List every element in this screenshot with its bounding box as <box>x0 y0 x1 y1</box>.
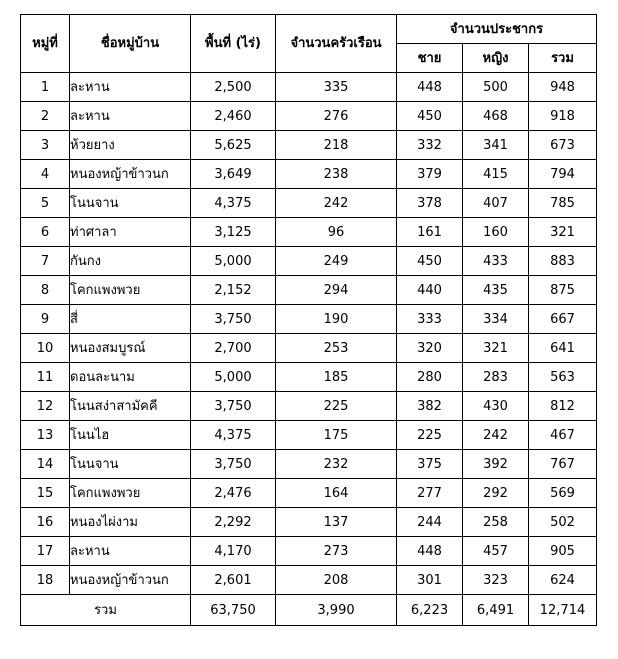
cell-male: 378 <box>397 189 463 218</box>
header-area: พื้นที่ (ไร่) <box>191 15 276 73</box>
cell-male: 375 <box>397 450 463 479</box>
cell-area: 2,292 <box>191 508 276 537</box>
cell-male: 320 <box>397 334 463 363</box>
cell-village-name: ท่าศาลา <box>70 218 191 247</box>
cell-area: 2,700 <box>191 334 276 363</box>
cell-village-name: หนองไผ่งาม <box>70 508 191 537</box>
header-row-1 <box>21 15 597 44</box>
cell-village-name: ละหาน <box>70 73 191 102</box>
cell-village-no: 13 <box>21 421 70 450</box>
table-row <box>21 566 597 595</box>
header-male: ชาย <box>397 44 463 73</box>
cell-households: 242 <box>276 189 397 218</box>
total-population: 12,714 <box>529 595 597 626</box>
table-row <box>21 73 597 102</box>
cell-households: 96 <box>276 218 397 247</box>
cell-village-name: โนนจาน <box>70 450 191 479</box>
cell-households: 175 <box>276 421 397 450</box>
table-row <box>21 160 597 189</box>
cell-female: 457 <box>463 537 529 566</box>
cell-area: 3,750 <box>191 305 276 334</box>
cell-male: 244 <box>397 508 463 537</box>
table-row <box>21 479 597 508</box>
cell-female: 433 <box>463 247 529 276</box>
cell-village-name: ละหาน <box>70 102 191 131</box>
cell-households: 335 <box>276 73 397 102</box>
cell-village-name: หนองหญ้าข้าวนก <box>70 566 191 595</box>
cell-households: 238 <box>276 160 397 189</box>
cell-village-no: 4 <box>21 160 70 189</box>
cell-total: 883 <box>529 247 597 276</box>
cell-households: 273 <box>276 537 397 566</box>
cell-female: 415 <box>463 160 529 189</box>
cell-village-name: สี่ <box>70 305 191 334</box>
cell-total: 321 <box>529 218 597 247</box>
cell-households: 294 <box>276 276 397 305</box>
table-row <box>21 305 597 334</box>
cell-male: 448 <box>397 73 463 102</box>
table-row <box>21 508 597 537</box>
cell-male: 448 <box>397 537 463 566</box>
cell-village-name: หนองสมบูรณ์ <box>70 334 191 363</box>
cell-male: 450 <box>397 247 463 276</box>
cell-female: 258 <box>463 508 529 537</box>
cell-total: 812 <box>529 392 597 421</box>
cell-female: 334 <box>463 305 529 334</box>
cell-village-no: 3 <box>21 131 70 160</box>
cell-female: 160 <box>463 218 529 247</box>
cell-area: 5,625 <box>191 131 276 160</box>
table-row <box>21 421 597 450</box>
cell-male: 225 <box>397 421 463 450</box>
table-row <box>21 450 597 479</box>
cell-households: 185 <box>276 363 397 392</box>
cell-village-no: 16 <box>21 508 70 537</box>
table-row <box>21 131 597 160</box>
cell-village-no: 14 <box>21 450 70 479</box>
cell-households: 208 <box>276 566 397 595</box>
table-row <box>21 218 597 247</box>
cell-female: 292 <box>463 479 529 508</box>
header-village-name: ชื่อหมู่บ้าน <box>70 15 191 73</box>
cell-households: 249 <box>276 247 397 276</box>
table-body <box>21 73 597 595</box>
table-row <box>21 102 597 131</box>
cell-male: 382 <box>397 392 463 421</box>
cell-total: 624 <box>529 566 597 595</box>
total-area: 63,750 <box>191 595 276 626</box>
header-population: จำนวนประชากร <box>397 15 597 44</box>
table-row <box>21 392 597 421</box>
cell-total: 569 <box>529 479 597 508</box>
cell-village-name: หนองหญ้าข้าวนก <box>70 160 191 189</box>
cell-female: 242 <box>463 421 529 450</box>
cell-female: 500 <box>463 73 529 102</box>
cell-area: 2,500 <box>191 73 276 102</box>
cell-male: 450 <box>397 102 463 131</box>
table-row <box>21 276 597 305</box>
cell-village-name: กันกง <box>70 247 191 276</box>
cell-households: 190 <box>276 305 397 334</box>
total-label: รวม <box>21 595 191 626</box>
cell-total: 467 <box>529 421 597 450</box>
cell-male: 333 <box>397 305 463 334</box>
cell-total: 502 <box>529 508 597 537</box>
cell-male: 301 <box>397 566 463 595</box>
cell-village-name: ห้วยยาง <box>70 131 191 160</box>
cell-village-no: 17 <box>21 537 70 566</box>
cell-area: 3,649 <box>191 160 276 189</box>
cell-village-name: โคกแพงพวย <box>70 479 191 508</box>
cell-households: 253 <box>276 334 397 363</box>
cell-female: 341 <box>463 131 529 160</box>
cell-households: 218 <box>276 131 397 160</box>
cell-total: 875 <box>529 276 597 305</box>
cell-village-no: 1 <box>21 73 70 102</box>
total-male: 6,223 <box>397 595 463 626</box>
cell-total: 948 <box>529 73 597 102</box>
cell-female: 323 <box>463 566 529 595</box>
table-row <box>21 334 597 363</box>
cell-total: 794 <box>529 160 597 189</box>
cell-village-name: ละหาน <box>70 537 191 566</box>
cell-area: 3,750 <box>191 450 276 479</box>
cell-area: 3,125 <box>191 218 276 247</box>
cell-female: 430 <box>463 392 529 421</box>
cell-village-no: 15 <box>21 479 70 508</box>
cell-village-name: โนนจาน <box>70 189 191 218</box>
cell-village-no: 10 <box>21 334 70 363</box>
cell-male: 332 <box>397 131 463 160</box>
cell-total: 667 <box>529 305 597 334</box>
cell-village-no: 11 <box>21 363 70 392</box>
cell-area: 2,476 <box>191 479 276 508</box>
cell-male: 280 <box>397 363 463 392</box>
header-village-no: หมู่ที่ <box>21 15 70 73</box>
cell-female: 321 <box>463 334 529 363</box>
cell-total: 563 <box>529 363 597 392</box>
population-table <box>20 14 597 626</box>
cell-village-no: 9 <box>21 305 70 334</box>
cell-village-no: 18 <box>21 566 70 595</box>
cell-village-no: 6 <box>21 218 70 247</box>
cell-total: 785 <box>529 189 597 218</box>
table-row <box>21 189 597 218</box>
cell-area: 4,375 <box>191 189 276 218</box>
total-female: 6,491 <box>463 595 529 626</box>
cell-households: 232 <box>276 450 397 479</box>
cell-village-no: 7 <box>21 247 70 276</box>
cell-female: 283 <box>463 363 529 392</box>
cell-village-name: โคกแพงพวย <box>70 276 191 305</box>
cell-male: 440 <box>397 276 463 305</box>
cell-area: 2,152 <box>191 276 276 305</box>
cell-area: 3,750 <box>191 392 276 421</box>
cell-total: 905 <box>529 537 597 566</box>
cell-village-name: โนนสง่าสามัคคี <box>70 392 191 421</box>
total-households: 3,990 <box>276 595 397 626</box>
cell-households: 164 <box>276 479 397 508</box>
cell-households: 137 <box>276 508 397 537</box>
cell-female: 435 <box>463 276 529 305</box>
cell-female: 392 <box>463 450 529 479</box>
cell-male: 277 <box>397 479 463 508</box>
header-households: จำนวนครัวเรือน <box>276 15 397 73</box>
cell-village-no: 5 <box>21 189 70 218</box>
cell-area: 5,000 <box>191 247 276 276</box>
cell-area: 5,000 <box>191 363 276 392</box>
cell-area: 4,170 <box>191 537 276 566</box>
cell-households: 225 <box>276 392 397 421</box>
table-row <box>21 537 597 566</box>
cell-male: 379 <box>397 160 463 189</box>
header-total: รวม <box>529 44 597 73</box>
cell-female: 407 <box>463 189 529 218</box>
cell-village-no: 8 <box>21 276 70 305</box>
cell-total: 641 <box>529 334 597 363</box>
cell-area: 4,375 <box>191 421 276 450</box>
cell-village-no: 2 <box>21 102 70 131</box>
total-row <box>21 595 597 626</box>
table-row <box>21 363 597 392</box>
cell-village-name: โนนไฮ <box>70 421 191 450</box>
cell-households: 276 <box>276 102 397 131</box>
cell-male: 161 <box>397 218 463 247</box>
cell-village-no: 12 <box>21 392 70 421</box>
cell-village-name: ดอนละนาม <box>70 363 191 392</box>
header-female: หญิง <box>463 44 529 73</box>
table-row <box>21 247 597 276</box>
cell-total: 918 <box>529 102 597 131</box>
cell-area: 2,460 <box>191 102 276 131</box>
cell-total: 673 <box>529 131 597 160</box>
cell-total: 767 <box>529 450 597 479</box>
cell-area: 2,601 <box>191 566 276 595</box>
cell-female: 468 <box>463 102 529 131</box>
